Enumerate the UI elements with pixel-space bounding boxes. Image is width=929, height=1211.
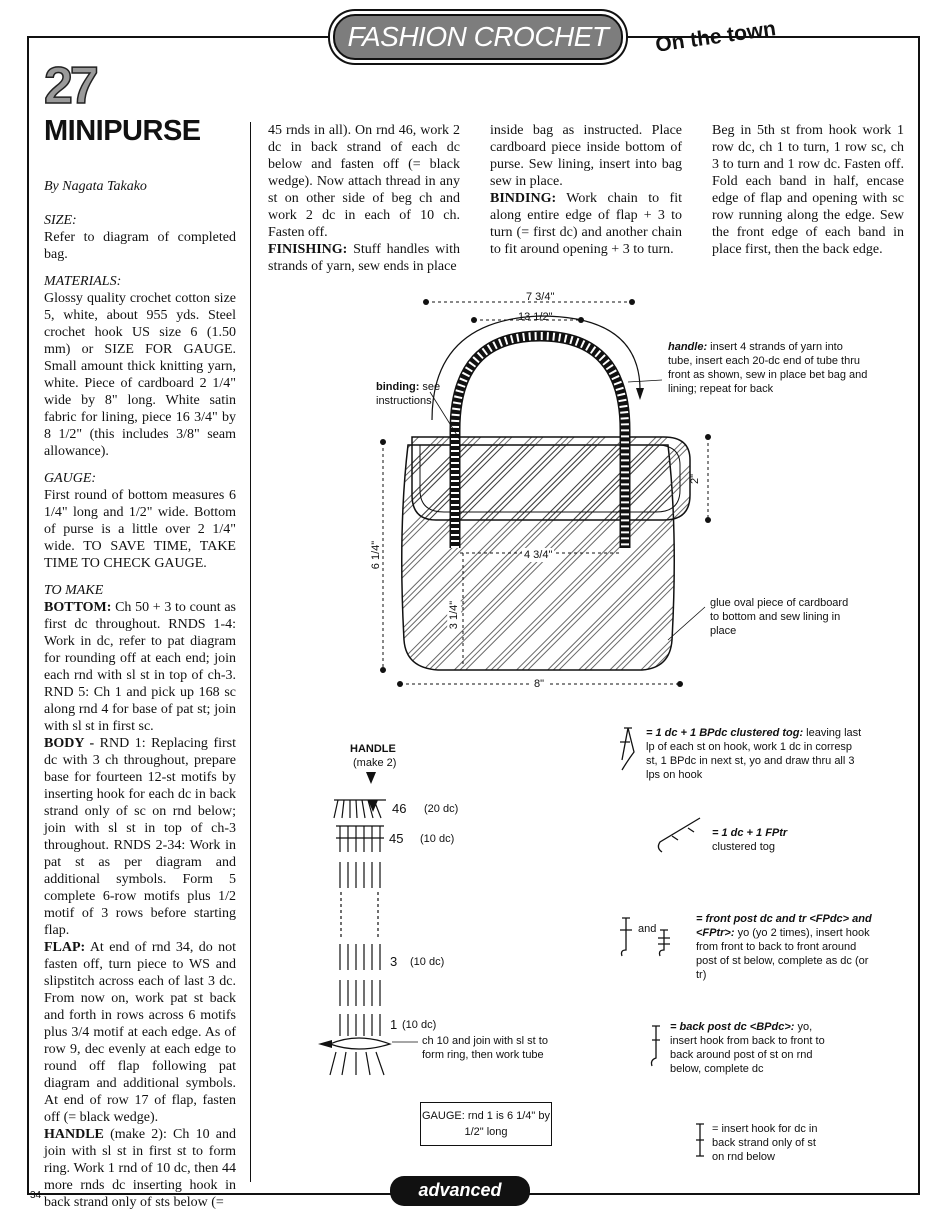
row-1-label: 1 <box>390 1017 398 1032</box>
paragraph-heading: BINDING: <box>490 191 557 206</box>
paragraph-text: SIZE: <box>44 213 77 228</box>
paragraph-text: TO MAKE <box>44 583 104 598</box>
pattern-title: MINIPURSE <box>44 115 201 147</box>
paragraph-text: Glossy quality crochet cotton size 5, white, about 955 yds. Steel crochet hook US size 6 (1.50 mm) or SIZE FOR GAUGE. Small amount thick knitting yarn, white. Piece of cardboard 2 1/4" wide by 8" long. White satin fabric for lining, piece 16 3/4" by 8 1/2" (this includes 3/8" seam allowance). <box>44 291 236 459</box>
legend-item-2: = 1 dc + 1 FPtr clustered tog <box>712 827 788 853</box>
row-45-label: 45 <box>389 831 404 846</box>
paragraph-text: First round of bottom measures 6 1/4" long and 1/2" wide. Bottom of purse is a little over 2 1/4" wide. TO SAVE TIME, TAKE TIME TO CHECK GAUGE. <box>44 488 236 571</box>
inner-height-label: 3 1/4" <box>448 600 461 630</box>
paragraph-heading: HANDLE <box>44 1127 104 1142</box>
handle-note: handle: insert 4 strands of yarn into tube, insert each 20-dc end of tube thru front as shown, sew in place bet bag and lining; repeat for back <box>668 341 868 395</box>
legend-symbols <box>620 728 704 1156</box>
section-tag: On the town <box>654 17 778 57</box>
paragraph-heading: FLAP: <box>44 940 86 955</box>
paragraph-text: GAUGE: <box>44 471 97 486</box>
author-line: By Nagata Takako <box>44 179 147 194</box>
inner-width-label: 4 3/4" <box>524 549 553 561</box>
bottom-width-label: 8" <box>530 677 548 691</box>
row-1-count: (10 dc) <box>402 1019 437 1031</box>
paragraph-text: 45 rnds in all). On rnd 46, work 2 dc in back strand of each dc below and fasten off (= black wedge). Now attach thread in any st on other side of beg ch and work 2 dc in each of 10 ch. Fasten off. <box>268 123 460 240</box>
top-width-label: 7 3/4" <box>526 291 555 303</box>
legend-item-5: = insert hook for dc in back strand only of st on rnd below <box>712 1123 818 1163</box>
paragraph-text: RND 1: Replacing first dc with 3 ch throughout, prepare base for fourteen 12-st motifs by inserting hook for each dc in back strand only of sc on rnd below; join with sl st in top of ch-3 throughout. RNDS 2-34: Work in pat st as per diagram and additional symbols. Form 5 complete 6-row motifs plus 1/2 motif of 3 rows before starting flap. <box>44 736 236 938</box>
legend-item-4: = back post dc <BPdc>: yo, insert hook from back to front to back around post of st on rnd below, complete dc <box>670 1021 825 1075</box>
paragraph-text: Refer to diagram of completed bag. <box>44 230 236 262</box>
paragraph-text: Ch 50 + 3 to count as first dc throughout. RNDS 1-4: Work in dc, refer to pat diagram for rounding off at each end; join each rnd with sl st in top of ch-3. RND 5: Ch 1 and pick up 168 sc along rnd 4 for base of pat st; join with sl st in first sc. <box>44 600 236 734</box>
legend-item-3: = front post dc and tr <FPdc> and <FPtr>: yo (yo 2 times), insert hook from front to back to front around post of st below, complete as dc (or tr) <box>696 913 872 981</box>
section-banner: FASHION CROCHET <box>333 14 623 60</box>
legend-and: and <box>638 923 657 935</box>
binding-note: binding: see instructions <box>376 381 441 407</box>
paragraph-text: Stuff handles with strands of yarn, sew ends in place <box>268 242 460 274</box>
paragraph-text: MATERIALS: <box>44 274 122 289</box>
row-3-count: (10 dc) <box>410 956 445 968</box>
paragraph-heading: BOTTOM: <box>44 600 112 615</box>
flap-height-label: 2" <box>689 473 702 485</box>
ring-note: ch 10 and join with sl st to form ring, then work tube <box>422 1035 548 1061</box>
paragraph-text: inside bag as instructed. Place cardboard piece inside bottom of purse. Sew lining, insert into bag sew in place. <box>490 123 682 189</box>
paragraph-text: (make 2): Ch 10 and join with sl st in first st to form ring. Work 1 rnd of 10 dc, then 44 more rnds dc inserting hook in back strand only of sts below (= <box>44 1127 236 1210</box>
bag-height-label: 6 1/4" <box>370 540 383 570</box>
gauge-box: GAUGE: rnd 1 is 6 1/4" by 1/2" long <box>420 1102 552 1146</box>
paragraph-text: Work chain to fit along entire edge of flap + 3 to turn (= first dc) and another chain to fit around opening + 3 to turn. <box>490 191 682 257</box>
page-number: 34 <box>30 1190 42 1201</box>
row-3-label: 3 <box>390 954 398 969</box>
pattern-number: 27 <box>44 57 96 115</box>
paragraph-text: Beg in 5th st from hook work 1 row dc, ch 1 to turn, 1 row sc, ch 3 to turn and 1 row dc. Fasten off. Fold each band in half, encase edge of flap and opening with sc row running along the edge. Sew the front edge of each band in place first, then the back edge. <box>712 123 904 257</box>
paragraph-text: At end of rnd 34, do not fasten off, turn piece to WS and slipstitch across each of last 3 dc. From now on, work pat st back and forth in rows across 6 motifs plus 3/4 motif at each edge. As of row 9, dec evenly at each edge to round off flap following pat diagram and additional symbols. At end of row 17 of flap, fasten off (= black wedge). <box>44 940 236 1125</box>
row-46-label: 46 <box>392 801 407 816</box>
glue-note: glue oval piece of cardboard to bottom and sew lining in place <box>710 597 849 637</box>
paragraph-heading: BODY - <box>44 736 95 751</box>
row-45-count: (10 dc) <box>420 833 455 845</box>
handle-length-label: 13 1/2" <box>518 311 553 323</box>
handle-chart-title: HANDLE <box>350 743 396 755</box>
row-46-count: (20 dc) <box>424 803 459 815</box>
legend-item-1: = 1 dc + 1 BPdc clustered tog: leaving last lp of each st on hook, work 1 dc in corresp st, 1 BPdc in next st, yo and draw thru all 3 lps on hook <box>646 727 862 781</box>
level-badge: advanced <box>390 1176 530 1206</box>
paragraph-heading: FINISHING: <box>268 242 348 257</box>
handle-chart-subtitle: (make 2) <box>353 757 397 769</box>
